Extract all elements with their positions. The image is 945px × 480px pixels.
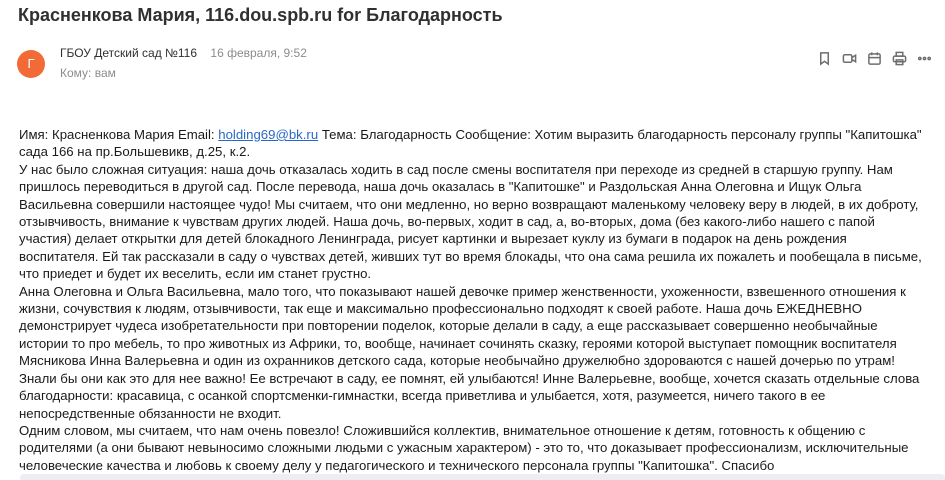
reply-bar[interactable] xyxy=(20,474,945,480)
intro-text-after-link: Тема: Благодарность Сообщение: Хотим выразить благодарность персоналу группы "Капитошка" сада 166 на пр.Большевикв, д.25, к.2. xyxy=(19,127,922,160)
email-subject: Красненкова Мария, 116.dou.spb.ru for Благодарность xyxy=(18,5,503,25)
sender-name[interactable]: ГБОУ Детский сад №116 xyxy=(60,46,198,60)
sender-email-link[interactable]: holding69@bk.ru xyxy=(218,127,319,142)
calendar-icon[interactable] xyxy=(866,50,883,67)
message-toolbar xyxy=(816,50,933,67)
body-paragraph-3: Одним словом, мы считаем, что нам очень повезло! Сложившийся коллектив, внимательное отношение к детям, готовность к общению с родителями (а они бывают невыносимо сложными людьми с ужасным характером) - это то, что доказывает профессионализм, исключительные человеческие качества и любовь к своему делу у педагогического и технического персонала группы "Капитошка". Спасибо xyxy=(19,422,909,473)
print-icon[interactable] xyxy=(891,50,908,67)
body-paragraph-2: Анна Олеговна и Ольга Васильевна, мало того, что показывают нашей девочке пример женственности, ухоженности, взвешенного отношения к жизни, сочувствия к людям, отзывчивости, так еще и максимально профессионально подходят к своей работе. Наша дочь ЕЖЕДНЕВНО демонстрирует чудеса изобретательности при повторении поделок, которые делали в саду, а еще рассказывает совершенно необычайные истории то про мебель, то про животных из Африки, то, вообще, начинает сочинять сказку, героями которой выступает помощник воспитателя Мясникова Инна Валерьевна и один из охранников детского сада, которые необычайно дружелюбно здороваются с нашей дочерью по утрам! Знали бы они как это для нее важно! Ее встречают в саду, ее помнят, ей улыбаются! Инне Валерьевне, вообще, хочется сказать отдельные слова благодарности: красавица, с осанкой спортсменки-гимнастки, всегда приветлива и улыбается, хотя, разумеется, ничего такого в ее непосредственные обязанности не входит. xyxy=(19,283,920,421)
intro-text-before-link: Имя: Красненкова Мария Email: xyxy=(19,127,219,142)
body-intro xyxy=(19,126,929,161)
email-body xyxy=(19,126,929,474)
email-date: 16 февраля, 9:52 xyxy=(210,46,307,60)
video-icon[interactable] xyxy=(841,50,858,67)
recipient-line[interactable]: Кому: вам xyxy=(60,66,116,80)
bookmark-icon[interactable] xyxy=(816,50,833,67)
more-icon[interactable] xyxy=(916,50,933,67)
sender-avatar[interactable]: Г xyxy=(17,50,45,78)
sender-line xyxy=(60,46,307,60)
body-paragraph-1: У нас было сложная ситуация: наша дочь отказалась ходить в сад после смены воспитателя при переходе из средней в старшую группу. Нам пришлось переводиться в другой сад. После перевода, наша дочь оказалась в "Капитошке" и Раздольская Анна Олеговна и Ищук Ольга Васильевна совершили настоящее чудо! Мы считаем, что они медленно, но верно возвращают маленькому человеку веру в людей, в их доброту, отзывчивость, внимание к чувствам других людей. Наша дочь, во-первых, ходит в сад, а, во-вторых, дома (без какого-либо нашего с папой участия) делает открытки для детей блокадного Ленинграда, рисует картинки и вырезает куклу из бумаги в подарок на день рождения воспитателя. Ей так рассказали в саду о чувствах детей, живших тут во время блокады, что она сама решила их пожалеть и пообещала в письме, что приедет и будет их веселить, если им станет грустно. xyxy=(19,161,922,282)
